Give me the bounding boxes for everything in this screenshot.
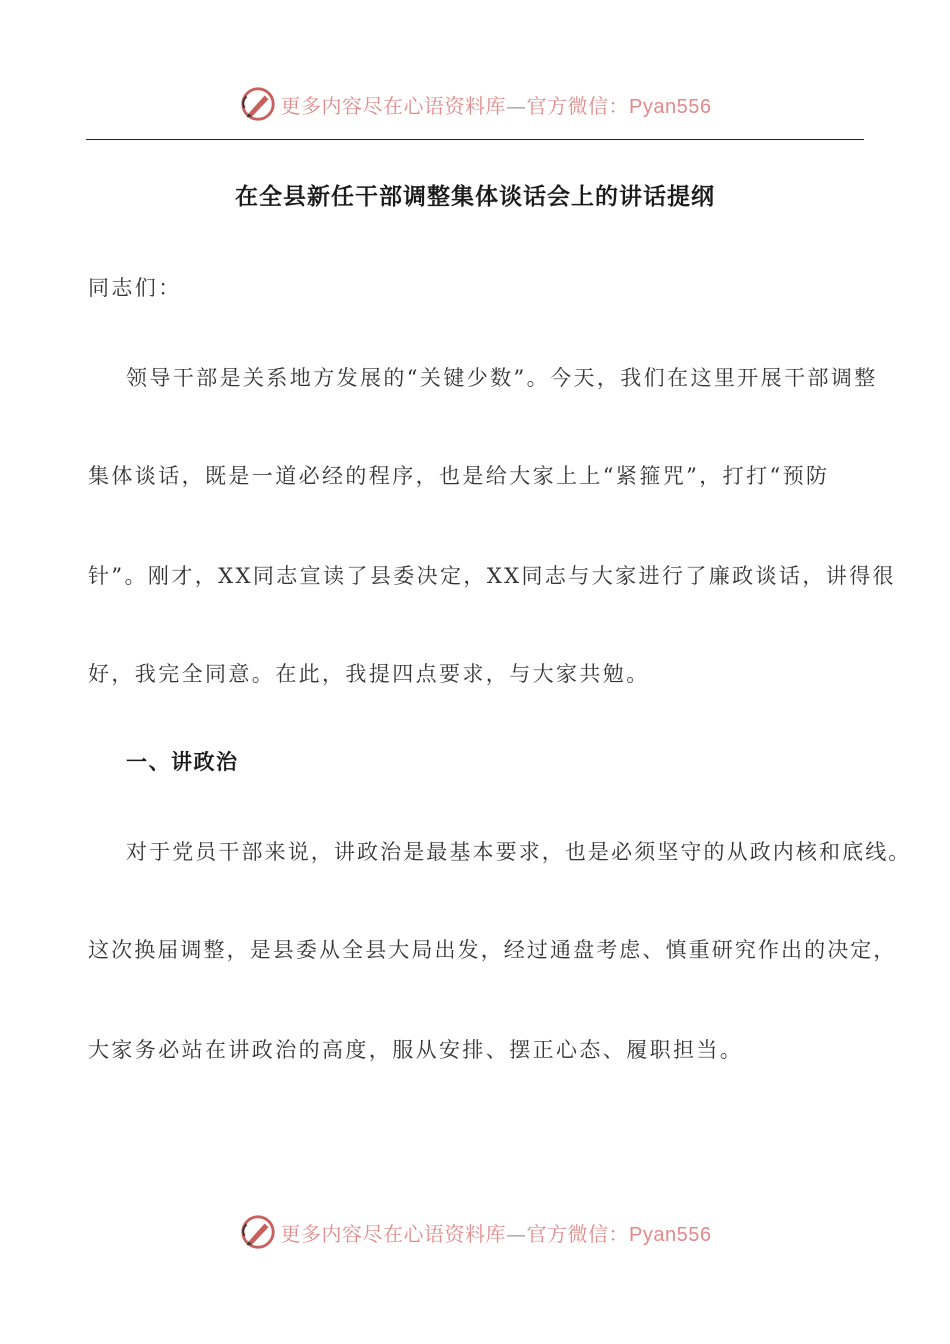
footer-banner — [0, 1212, 950, 1252]
pen-nib-icon — [239, 1213, 277, 1251]
header-divider — [86, 139, 864, 140]
header-banner — [0, 84, 950, 124]
document-title: 在全县新任干部调整集体谈话会上的讲话提纲 — [235, 183, 715, 210]
paragraph-line: 集体谈话，既是一道必经的程序，也是给大家上上“紧箍咒”，打打“预防 — [88, 464, 830, 488]
banner-text — [281, 1218, 712, 1247]
banner-dash: — — [506, 93, 527, 118]
paragraph-line: 好，我完全同意。在此，我提四点要求，与大家共勉。 — [88, 662, 650, 686]
pen-nib-icon — [239, 85, 277, 123]
salutation: 同志们： — [88, 276, 182, 300]
banner-dash: — — [506, 1221, 527, 1246]
banner-main-text: 更多内容尽在心语资料库 — [280, 93, 507, 118]
banner-label: 官方微信： — [526, 1221, 630, 1246]
section-heading: 一、讲政治 — [126, 749, 239, 774]
banner-text — [281, 90, 712, 119]
paragraph-line: 大家务必站在讲政治的高度，服从安排、摆正心态、履职担当。 — [88, 1038, 744, 1062]
banner-wechat-id: Pyan556 — [629, 95, 712, 118]
paragraph-line: 对于党员干部来说，讲政治是最基本要求，也是必须坚守的从政内核和底线。 — [126, 840, 912, 864]
paragraph-line: 这次换届调整，是县委从全县大局出发，经过通盘考虑、慎重研究作出的决定， — [88, 938, 897, 962]
banner-main-text: 更多内容尽在心语资料库 — [280, 1221, 507, 1246]
paragraph-line: 领导干部是关系地方发展的“关键少数”。今天，我们在这里开展干部调整 — [126, 366, 878, 390]
banner-label: 官方微信： — [526, 93, 630, 118]
banner-wechat-id: Pyan556 — [629, 1223, 712, 1246]
paragraph-line: 针”。刚才，XX同志宣读了县委决定，XX同志与大家进行了廉政谈话，讲得很 — [88, 564, 896, 588]
